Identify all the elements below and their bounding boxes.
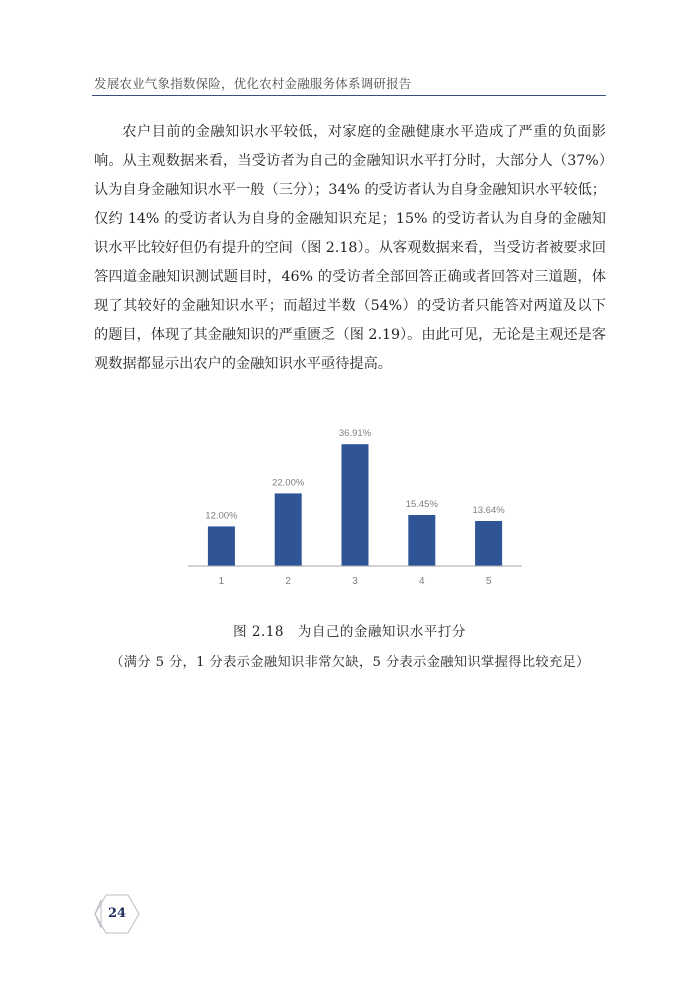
x-tick-label-2: 2 (285, 576, 291, 587)
figure-note: （满分 5 分，1 分表示金融知识非常欠缺，5 分表示金融知识掌握得比较充足） (110, 655, 590, 670)
x-tick-label-3: 3 (352, 576, 358, 587)
header-divider (92, 95, 606, 96)
data-label-3: 36.91% (338, 428, 372, 440)
x-tick-label-5: 5 (485, 576, 492, 587)
data-label-1: 12.00% (205, 510, 238, 522)
bar-chart (180, 420, 530, 595)
page-number: 24 (107, 906, 127, 921)
bar-2 (275, 493, 302, 566)
data-label-2: 22.00% (272, 477, 305, 489)
figure-caption: 图 2.18 为自己的金融知识水平打分 (233, 624, 466, 640)
bar-3 (342, 444, 369, 566)
bar-4 (408, 515, 435, 566)
data-label-4: 15.45% (405, 499, 438, 511)
running-header: 发展农业气象指数保险，优化农村金融服务体系调研报告 (94, 76, 412, 91)
body-paragraph: 农户目前的金融知识水平较低，对家庭的金融健康水平造成了严重的负面影响。从主观数据来看，当受访者为自己的金融知识水平打分时，大部分人（37%）认为自身金融知识水平一般（三分）；34% 的受访者认为自身金融知识水平较低；仅约 14% 的受访者认为自身的金融知识充足；15% 的受访者认为自身的金融知识水平比较好但仍有提升的空间（图 2.18）。从客观数据来看，当受访者被要求回答四道金融知识测试题目时，46% 的受访者全部回答正确或者回答对三道题，体现了其较好的金融知识水平；而超过半数（54%）的受访者只能答对两道及以下的题目，体现了其金融知识的严重匮乏（图 2.19）。由此可见，无论是主观还是客观数据都显示出农户的金融知识水平亟待提高。 (94, 124, 606, 372)
bar-5 (475, 521, 502, 566)
bar-1 (208, 526, 235, 566)
x-tick-label-1: 1 (218, 576, 225, 587)
page-number-badge (94, 894, 140, 934)
data-label-5: 13.64% (472, 504, 505, 516)
x-tick-label-4: 4 (419, 576, 425, 587)
